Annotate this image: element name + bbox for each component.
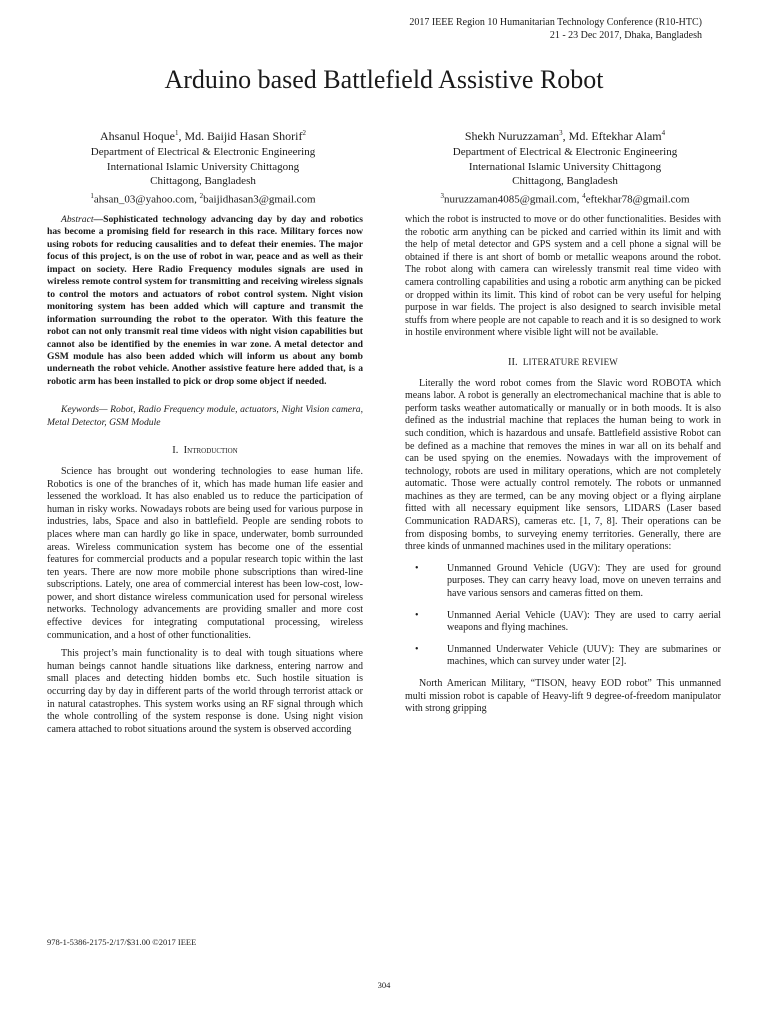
list-item: • Unmanned Ground Vehicle (UGV): They are used for ground purposes. They can carry heavy load, move on uneven terrains and have various sensors and cameras fitted on them.	[415, 562, 721, 600]
section-heading-introduction: I. Introduction	[172, 445, 238, 457]
author-block-right	[400, 126, 730, 207]
list-item: • Unmanned Underwater Vehicle (UUV): They are submarines or machines, which can survey under water [2].	[415, 643, 721, 668]
bullet-icon: •	[415, 643, 419, 655]
abstract: Abstract—Sophisticated technology advancing day by day and robotics has become a promising field for research in this race. Military forces now using robots for reducing causalities and to defeat their enemies. The major focus of this project, is on the use of robot in war, peace and as well as their impact on society. Here Radio Frequency modules signals are used in wireless remote control system for transmitting and receiving wireless signals to control the motors and actuators of robot control system. Night vision monitoring system has been added which will capture and transmit the information surrounding the robot to the operator. With this feature the robot can not only transmit real time videos with night vision capabilities but cannot also be identified by the enemies in war zone. A metal detector and GSM module has also been added which will inform us about any bomb underneath the robot vehicle. Another assistive feature here added that, is a robotic arm has been installed to pick or drop some object if needed.	[47, 214, 363, 387]
paragraph: Literally the word robot comes from the Slavic word ROBOTA which means labor. A robot is generally an electromechanical machine that is able to perform tasks weather automatically or manually or in both moods. It is also defined as the industrial machine that replaces the human being to work in such condition, which is hazardous and unsafe. Battlefield assistive Robot can be defined as a machine that removes the mines in war all on its behalf and can be used spying on the enemies. Nowadays with the improvement of technology, robots are used in military operations, which are not completely automatic. Those were actually control remotely. The robots or unmanned machines as they are termed, can be any moving object or a flying airplane fitted with all necessary equipment like sensors, LIDARS (Laser based Communication RADARS), cameras etc. [1, 7, 8]. Their operations can be from disposing bombs, to surveying enemy territories. Generally, there are three kinds of unmanned machines used in the military operations:	[405, 377, 721, 553]
list-item: • Unmanned Aerial Vehicle (UAV): They are used to carry aerial weapons and flying machines.	[415, 609, 721, 634]
author-city: Chittagong, Bangladesh	[512, 175, 618, 187]
bullet-icon: •	[415, 562, 419, 574]
conference-date-location: 21 - 23 Dec 2017, Dhaka, Bangladesh	[549, 29, 702, 41]
conference-header	[409, 17, 702, 42]
bullet-icon: •	[415, 609, 419, 621]
author-department: Department of Electrical & Electronic Engineering	[90, 146, 316, 158]
conference-name: 2017 IEEE Region 10 Humanitarian Technology Conference (R10-HTC)	[409, 17, 702, 28]
left-column	[47, 214, 363, 736]
bullet-list	[405, 563, 721, 669]
author-city: Chittagong, Bangladesh	[150, 175, 256, 187]
author-university: International Islamic University Chittagong	[106, 160, 300, 173]
keywords: Keywords— Robot, Radio Frequency module, actuators, Night Vision camera, Metal Detector, GSM Module	[47, 404, 363, 428]
author-names: Ahsanul Hoque$^1$, Md. Baijid Hasan Shorif$^2$	[100, 129, 306, 143]
author-department: Department of Electrical & Electronic Engineering	[452, 146, 678, 158]
author-emails: $^3$nuruzzaman4085@gmail.com, $^4$eftekhar78@gmail.com	[440, 191, 690, 206]
page-number: 304	[377, 980, 391, 990]
paragraph: which the robot is instructed to move or do other functionalities. Besides with the robotic arm anything can be picked and carried within its limit and with the help of metal detector and GPS system and a cell phone a signal will be obtained if there is ant short of bomb or metallic weapons around the robot. The robot along with camera can wirelessly transmit real time video with camera controlling capabilities and using a robotic arm anything can be picked or dropped within its limit. This kind of robot can be very useful for helping purpose in war fields. The project is also designed to search invisible metal stuffs from where people are not capable to reach and it is so designed to work in hostile environment where visible light will not be available.	[405, 214, 721, 339]
author-names: Shekh Nuruzzaman$^3$, Md. Eftekhar Alam$^4$	[464, 129, 666, 143]
right-column	[405, 214, 721, 716]
section-heading-literature-review: II. LITERATURE REVIEW	[507, 356, 618, 368]
author-emails: $^1$ahsan_03@yahoo.com, $^2$baijidhasan3@gmail.com	[90, 191, 316, 206]
paragraph: North American Military, “TISON, heavy EOD robot” This unmanned multi mission robot is capable of Heavy-lift 9 degree-of-freedom manipulator with strong gripping	[405, 678, 721, 715]
paragraph: Science has brought out wondering technologies to ease human life. Robotics is one of the branches of it, which has made human life easier and lessened the workload. It has also enabled us to reduce the participation of human in risky works. Nowadays robots are being used for various purpose in industries, labs, Space and also in battlefield. People are sending robots to places where man can hardly go like in space, underwater, bomb surrounded areas. Wireless communication system has become one of the essential features for commercial products and a popular research topic within the last ten years. There are now more mobile phone subscriptions than wired-line subscriptions. Lately, one area of commercial interest has been low-cost, low-power, and short distance wireless communication used for personal wireless networks. Technology advancements are providing smaller and more cost effective devices for integrating computational processing, wireless communication, and a host of other functionalities.	[47, 465, 363, 641]
author-university: International Islamic University Chittagong	[468, 160, 662, 173]
paragraph: This project’s main functionality is to deal with tough situations where human beings cannot handle situations like darkness, entering narrow and small places and detecting hidden bombs etc. Such hostile situation is occurring day by day in different parts of the world through terrorist attack or in natural catastrophes. This system works using an RF signal through which the whole controlling of the system response is done. Using night vision camera attached to robot situations around the system is observed according	[47, 648, 363, 735]
author-block-left	[38, 126, 368, 207]
paper-title: Arduino based Battlefield Assistive Robot	[164, 65, 604, 94]
copyright-identifier: 978-1-5386-2175-2/17/$31.00 ©2017 IEEE	[47, 937, 197, 947]
